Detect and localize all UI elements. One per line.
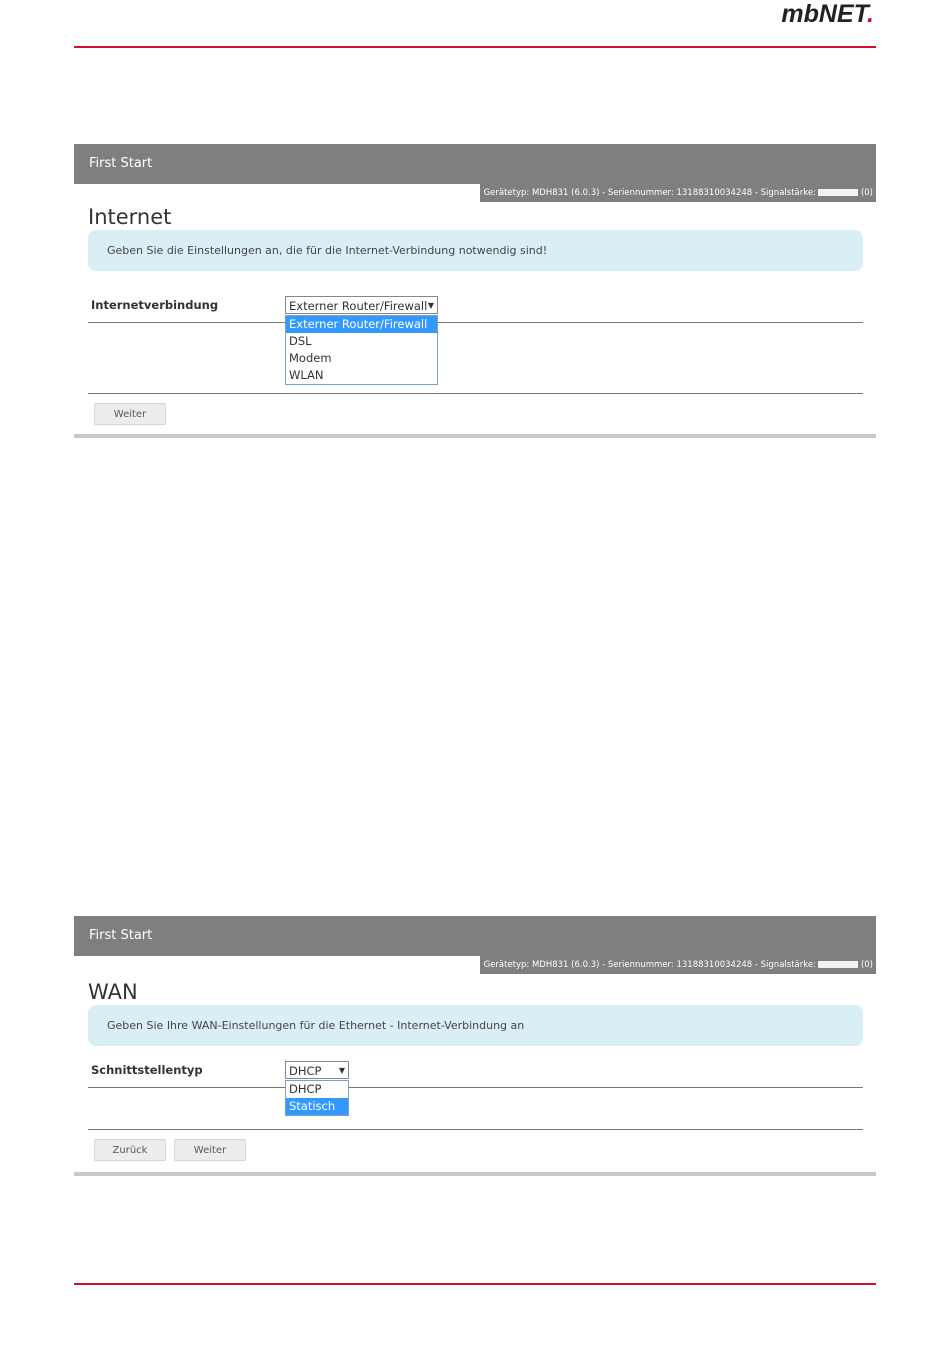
select-value: Externer Router/Firewall: [289, 299, 428, 313]
logo-dot: .: [867, 0, 874, 28]
first-start-panel-internet: [74, 144, 876, 439]
device-status-text: Gerätetyp: MDH831 (6.0.3) - Seriennummer: 13188310034248 - Signalstärke:: [483, 188, 816, 198]
back-button[interactable]: Zurück: [94, 1139, 166, 1161]
next-button[interactable]: Weiter: [174, 1139, 246, 1161]
option-dsl[interactable]: DSL: [289, 334, 312, 348]
chevron-down-icon: ▼: [338, 1066, 345, 1075]
page-title: Internet: [88, 205, 172, 229]
info-message: Geben Sie die Einstellungen an, die für die Internet-Verbindung notwendig sind!: [88, 230, 863, 271]
select-value: DHCP: [289, 1064, 322, 1078]
signal-value: (0): [860, 960, 873, 970]
signal-value: (0): [860, 188, 873, 198]
info-message: Geben Sie Ihre WAN-Einstellungen für die Ethernet - Internet-Verbindung an: [88, 1005, 863, 1046]
internet-connection-label: Internetverbindung: [91, 298, 219, 312]
signal-strength-bar: [818, 961, 858, 968]
logo-text: mbNET: [781, 0, 868, 28]
divider: [88, 393, 863, 394]
panel-header: First Start: [74, 916, 876, 956]
internet-connection-dropdown[interactable]: [285, 315, 438, 385]
panel-header: First Start: [74, 144, 876, 184]
header-rule: [74, 46, 876, 48]
interface-type-label: Schnittstellentyp: [91, 1063, 203, 1077]
footer-rule: [74, 1283, 876, 1285]
option-static[interactable]: Statisch: [286, 1098, 348, 1115]
first-start-panel-wan: [74, 916, 876, 1181]
interface-type-select[interactable]: [285, 1061, 349, 1079]
divider: [88, 1087, 863, 1088]
panel-bottom-bar: [74, 1172, 876, 1176]
interface-type-dropdown[interactable]: [285, 1080, 349, 1116]
option-external-router[interactable]: Externer Router/Firewall: [286, 316, 437, 333]
next-button[interactable]: Weiter: [94, 403, 166, 425]
device-status-text: Gerätetyp: MDH831 (6.0.3) - Seriennummer: 13188310034248 - Signalstärke:: [483, 960, 816, 970]
device-status-strip: [480, 956, 876, 974]
option-wlan[interactable]: WLAN: [289, 368, 324, 382]
option-dhcp[interactable]: DHCP: [289, 1082, 322, 1096]
mbnet-logo: [781, 0, 874, 29]
internet-connection-select[interactable]: [285, 296, 438, 314]
divider: [88, 1129, 863, 1130]
option-modem[interactable]: Modem: [289, 351, 332, 365]
device-status-strip: [480, 184, 876, 202]
chevron-down-icon: ▼: [427, 301, 434, 310]
page-title: WAN: [88, 980, 138, 1004]
signal-strength-bar: [818, 189, 858, 196]
panel-bottom-bar: [74, 434, 876, 438]
divider: [88, 322, 863, 323]
